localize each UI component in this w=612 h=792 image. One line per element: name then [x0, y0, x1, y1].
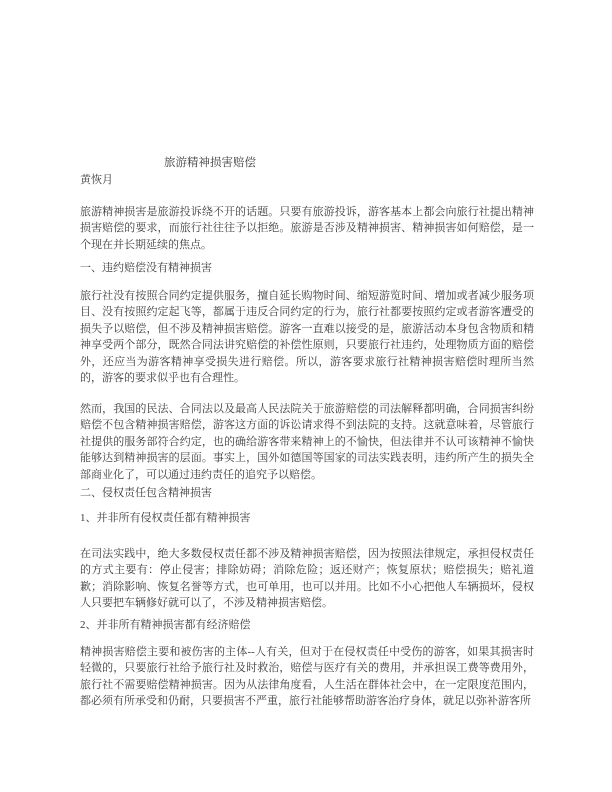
- paragraph-breach-compensation: 旅行社没有按照合同约定提供服务，擅自延长购物时间、缩短游览时间、增加或者减少服务项目、没有按照约定起飞等，都属于违反合同约定的行为，旅行社都要按照约定或者游客遭受的损失予以赔偿，但不涉及精神损害赔偿。游客一直难以接受的是，旅游活动本身包含物质和精神享受两个部分，既然合同法讲究赔偿的补偿性原则，只要旅行社违约，处理物质方面的赔偿外，还应当为游客精神享受损失进行赔偿。所以，游客要求旅行社精神损害赔偿时理所当然的，游客的要求似乎也有合理性。: [80, 290, 534, 385]
- document-title: 旅游精神损害赔偿: [164, 157, 256, 169]
- paragraph-tort-liability: 在司法实践中，绝大多数侵权责任都不涉及精神损害赔偿，因为按照法律规定，承担侵权责任的方式主要有：停止侵害；排除妨碍；消除危险；返还财产；恢复原状；赔偿损失；赔礼道歉；消除影响、恢复名誉等方式，也可单用，也可以并用。比如不小心把他人车辆损坏，侵权人只要把车辆修好就可以了，不涉及精神损害赔偿。: [80, 548, 534, 610]
- section-heading-1: 一、违约赔偿没有精神损害: [80, 262, 212, 274]
- subsection-heading-2: 2、并非所有精神损害都有经济赔偿: [80, 619, 251, 631]
- paragraph-law-interpretation: 然而，我国的民法、合同法以及最高人民法院关于旅游赔偿的司法解释都明确，合同损害纠纷赔偿不包含精神损害赔偿，游客这方面的诉讼请求得不到法院的支持。这就意味着，尽管旅行社提供的服务部符合约定，也的确给游客带来精神上的不愉快，但法律并不认可该精神不愉快能够达到精神损害的层面。事实上，国外如德国等国家的司法实践表明，违约所产生的损失全部商业化了，可以通过违约责任的追究予以赔偿。: [80, 403, 534, 481]
- subsection-heading-1: 1、并非所有侵权责任都有精神损害: [80, 512, 251, 524]
- document-author: 黄恢月: [80, 174, 113, 186]
- paragraph-mental-damage-compensation: 精神损害赔偿主要和被伤害的主体--人有关，但对于在侵权责任中受伤的游客，如果其损害时轻微的，只要旅行社给予旅行社及时救治，赔偿与医疗有关的费用，并承担误工费等费用外，旅行社不需要赔偿精神损害。因为从法律角度看，人生活在群体社会中，在一定限度范围内，都必须有所承受和仍耐，只要损害不严重，旅行社能够帮助游客治疗身体，就足以弥补游客所: [80, 646, 534, 708]
- section-heading-2: 二、侵权责任包含精神损害: [80, 487, 212, 499]
- paragraph-intro: 旅游精神损害是旅游投诉绕不开的话题。只要有旅游投诉，游客基本上都会向旅行社提出精神损害赔偿的要求，而旅行社往往予以拒绝。旅游是否涉及精神损害、精神损害如何赔偿，是一个现在并长期延续的焦点。: [80, 206, 534, 251]
